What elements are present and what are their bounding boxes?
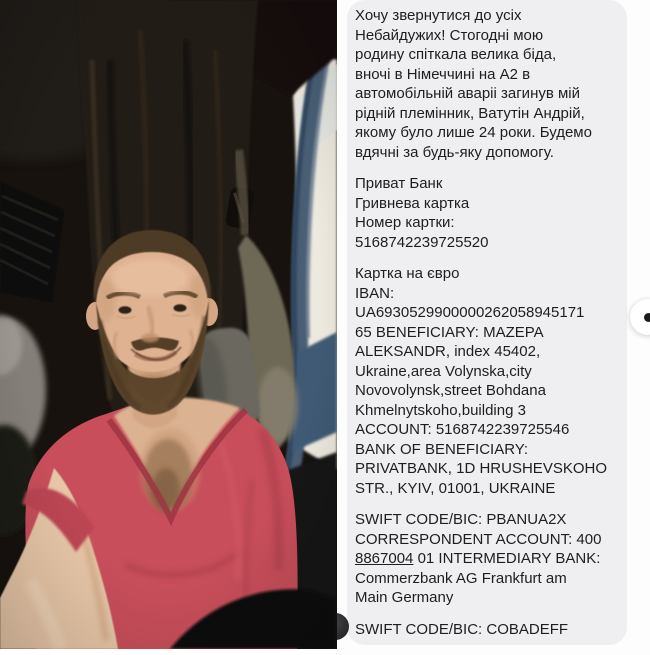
text-lines xyxy=(355,569,621,608)
paragraph-iban-details xyxy=(355,264,621,498)
text-line-with-link xyxy=(355,549,621,569)
text-line: 65 BENEFICIARY: MAZEPA xyxy=(355,323,544,341)
text-line: SWIFT CODE/BIC: PBANUA2X xyxy=(355,511,567,528)
text-line: BANK OF BENEFICIARY: xyxy=(355,440,529,458)
text-line: Commerzbank AG Frankfurt am xyxy=(355,569,567,587)
text-line: 5168742239725520 xyxy=(355,233,489,251)
text-line: Гривнева картка xyxy=(355,194,470,212)
text-line: ACCOUNT: 5168742239725546 xyxy=(355,421,570,438)
text-line: CORRESPONDENT ACCOUNT: 400 xyxy=(355,530,602,548)
paragraph-privatbank-card xyxy=(355,174,621,252)
text-line: STR., KYIV, 01001, UKRAINE xyxy=(355,479,556,497)
dot-icon xyxy=(644,313,650,322)
text-line: рідній племінник, Ватутін Андрій, xyxy=(355,104,585,122)
text-line: UA6930529900000262058945171 xyxy=(355,304,585,321)
paragraph-swift-correspondent xyxy=(355,510,621,608)
text-line: родину спіткала велика біда, xyxy=(355,46,557,63)
paragraph-swift-cobadeff xyxy=(355,620,621,640)
text-line: Khmelnytskoho,building 3 xyxy=(355,401,526,419)
text-line: Ukraine,area Volynska,city xyxy=(355,362,532,380)
text-line: Main Germany xyxy=(355,589,454,606)
text-line: автомобільній аваріі загинув мій xyxy=(355,85,581,102)
text-line: ALEKSANDR, index 45402, xyxy=(355,343,541,360)
correspondent-account-link[interactable]: 8867004 xyxy=(355,550,414,567)
text-line: PRIVATBANK, 1D HRUSHEVSKOHO xyxy=(355,460,607,477)
paragraph-appeal xyxy=(355,6,621,162)
text-line: Хочу звернутися до усіх xyxy=(355,7,522,24)
text-line: Картка на євро xyxy=(355,265,460,282)
text-line: SWIFT CODE/BIC: COBADEFF xyxy=(355,620,569,638)
text-line: вночі в Німеччині на А2 в xyxy=(355,65,531,83)
message-bubble xyxy=(347,0,627,645)
text-line: Novovolynsk,street Bohdana xyxy=(355,382,546,399)
text-lines xyxy=(355,510,621,549)
message-panel xyxy=(337,0,650,655)
text-line: Небайдужих! Стогодні мою xyxy=(355,26,544,44)
text-line: якому було лише 24 роки. Будемо xyxy=(355,124,592,141)
text-line: Номер картки: xyxy=(355,214,455,231)
text-line: Приват Банк xyxy=(355,175,443,192)
text-line: IBAN: xyxy=(355,284,395,302)
text-line: вдячні за будь-яку допомогу. xyxy=(355,143,554,161)
text-line-rest: 01 INTERMEDIARY BANK: xyxy=(413,550,601,567)
